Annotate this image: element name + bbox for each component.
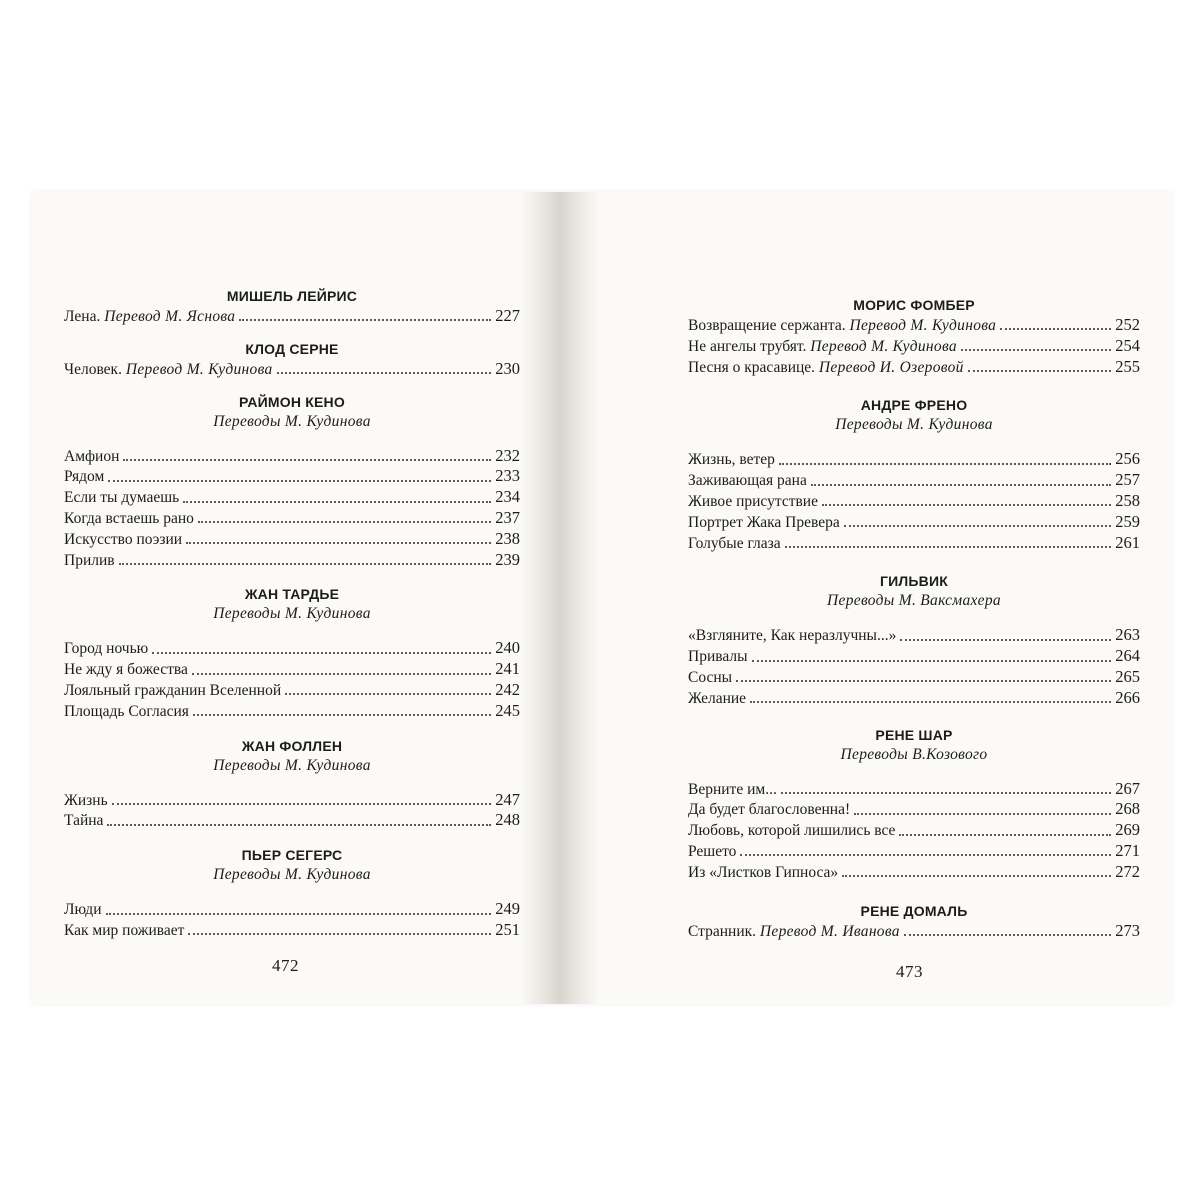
entry-page-number: 266 bbox=[1115, 687, 1140, 707]
dot-leader bbox=[899, 834, 1111, 836]
poem-title: «Взгляните, Как неразлучны...» bbox=[688, 627, 897, 645]
poem-title: Лена. bbox=[64, 308, 101, 325]
entry-page-number: 238 bbox=[495, 528, 520, 548]
entry-translator: Перевод М. Яснова bbox=[104, 308, 236, 325]
toc-section bbox=[688, 901, 1140, 942]
translator-subtitle: Переводы В.Козового bbox=[840, 745, 988, 763]
dot-leader bbox=[811, 484, 1111, 486]
author-heading: РЕНЕ ДОМАЛЬ bbox=[860, 902, 968, 919]
author-heading: АНДРЕ ФРЕНО bbox=[860, 397, 968, 414]
entry-page-number: 252 bbox=[1115, 315, 1140, 334]
entry-title bbox=[688, 626, 896, 647]
toc-entry[interactable] bbox=[688, 646, 1140, 667]
poem-title: Не ангелы трубят. bbox=[688, 337, 807, 355]
dot-leader bbox=[112, 803, 492, 805]
entry-page-number: 254 bbox=[1115, 335, 1140, 355]
right-page bbox=[688, 0, 1140, 1200]
entry-page-number: 242 bbox=[495, 679, 520, 699]
dot-leader bbox=[854, 813, 1111, 815]
entry-title bbox=[688, 316, 996, 337]
book-gutter bbox=[520, 192, 600, 1004]
toc-entry[interactable] bbox=[688, 820, 1140, 841]
entry-page-number: 263 bbox=[1115, 625, 1140, 645]
poem-title: Странник. bbox=[688, 922, 757, 940]
poem-title: Лояльный гражданин Вселенной bbox=[64, 681, 282, 699]
poem-title: Город ночью bbox=[64, 640, 149, 658]
translator-subtitle: Переводы М. Кудинова bbox=[213, 866, 371, 884]
dot-leader bbox=[900, 639, 1111, 641]
toc-entry[interactable] bbox=[64, 810, 520, 831]
toc-section bbox=[64, 584, 520, 721]
entry-title bbox=[688, 450, 775, 471]
entry-title bbox=[64, 811, 103, 832]
author-heading: ЖАН ФОЛЛЕН bbox=[241, 737, 343, 754]
entry-page-number: 230 bbox=[495, 358, 520, 378]
author-heading: ГИЛЬВИК bbox=[879, 573, 948, 590]
toc-entry[interactable] bbox=[688, 336, 1140, 357]
dot-leader bbox=[108, 480, 491, 482]
toc-section bbox=[64, 339, 520, 380]
toc-entry[interactable] bbox=[688, 315, 1140, 336]
poem-title: Искусство поэзии bbox=[64, 530, 183, 548]
dot-leader bbox=[1000, 328, 1111, 330]
toc-entry[interactable] bbox=[688, 799, 1140, 820]
toc-entry[interactable] bbox=[688, 470, 1140, 491]
entry-title bbox=[64, 702, 189, 723]
entry-page-number: 256 bbox=[1115, 449, 1140, 469]
poem-title: Люди bbox=[64, 901, 102, 919]
entry-page-number: 267 bbox=[1115, 778, 1140, 798]
toc-entry[interactable] bbox=[64, 790, 520, 811]
entry-page-number: 255 bbox=[1115, 356, 1140, 376]
dot-leader bbox=[123, 459, 491, 461]
dot-leader bbox=[285, 693, 491, 695]
toc-entry[interactable] bbox=[688, 667, 1140, 688]
entry-page-number: 271 bbox=[1115, 840, 1140, 860]
entry-title bbox=[688, 647, 748, 668]
entry-page-number: 239 bbox=[495, 549, 520, 569]
poem-title: Жизнь, ветер bbox=[688, 451, 775, 469]
toc-section bbox=[688, 725, 1140, 883]
dot-leader bbox=[106, 913, 492, 915]
entry-translator: Перевод М. Иванова bbox=[759, 922, 900, 940]
author-heading: МИШЕЛЬ ЛЕЙРИС bbox=[226, 288, 358, 304]
poem-title: Сосны bbox=[688, 668, 733, 686]
toc-entry[interactable] bbox=[64, 466, 520, 487]
poem-title: Песня о красавице. bbox=[688, 358, 816, 376]
entry-title bbox=[688, 800, 850, 821]
entry-page-number: 227 bbox=[495, 306, 520, 325]
poem-title: Прилив bbox=[64, 551, 115, 569]
page-number-right: 473 bbox=[896, 962, 923, 981]
entry-page-number: 272 bbox=[1115, 861, 1140, 881]
author-heading: РЕНЕ ШАР bbox=[875, 726, 953, 743]
entry-page-number: 248 bbox=[495, 810, 520, 830]
toc-section bbox=[64, 736, 520, 832]
toc-section bbox=[64, 845, 520, 941]
poem-title: Как мир поживает bbox=[64, 921, 185, 939]
toc-entry[interactable] bbox=[688, 688, 1140, 709]
entry-page-number: 234 bbox=[495, 487, 520, 507]
toc-entry[interactable] bbox=[64, 508, 520, 529]
toc-entry[interactable] bbox=[64, 487, 520, 508]
dot-leader bbox=[107, 824, 491, 826]
entry-title bbox=[688, 922, 900, 943]
toc-section bbox=[688, 295, 1140, 377]
poem-title: Решето bbox=[688, 842, 737, 860]
entry-page-number: 265 bbox=[1115, 666, 1140, 686]
toc-entry[interactable] bbox=[64, 659, 520, 680]
entry-page-number: 247 bbox=[495, 789, 520, 809]
poem-title: Любовь, которой лишились все bbox=[688, 822, 896, 840]
toc-entry[interactable] bbox=[688, 357, 1140, 378]
entry-page-number: 241 bbox=[495, 659, 520, 679]
toc-section bbox=[688, 571, 1140, 708]
entry-title bbox=[64, 791, 108, 812]
entry-title bbox=[64, 900, 102, 921]
entry-title bbox=[64, 551, 115, 572]
poem-title: Когда встаешь рано bbox=[64, 509, 194, 527]
dot-leader bbox=[183, 501, 491, 503]
entry-translator: Перевод И. Озеровой bbox=[818, 358, 964, 376]
poem-title: Из «Листков Гипноса» bbox=[688, 863, 839, 881]
toc-entry[interactable] bbox=[64, 359, 520, 380]
dot-leader bbox=[198, 521, 491, 523]
poem-title: Привалы bbox=[688, 648, 748, 666]
entry-title bbox=[688, 492, 818, 513]
translator-subtitle: Переводы М. Кудинова bbox=[835, 416, 993, 434]
poem-title: Заживающая рана bbox=[688, 472, 807, 490]
entry-page-number: 240 bbox=[495, 638, 520, 658]
poem-title: Верните им... bbox=[688, 780, 777, 798]
poem-title: Тайна bbox=[64, 812, 104, 830]
entry-title bbox=[64, 639, 148, 660]
entry-page-number: 233 bbox=[495, 466, 520, 486]
entry-translator: Перевод М. Кудинова bbox=[849, 317, 997, 334]
dot-leader bbox=[750, 701, 1111, 703]
dot-leader bbox=[968, 370, 1112, 372]
entry-title bbox=[688, 842, 736, 863]
toc-entry[interactable] bbox=[688, 533, 1140, 554]
translator-subtitle: Переводы М. Кудинова bbox=[213, 605, 371, 623]
author-heading: ПЬЕР СЕГЕРС bbox=[241, 847, 343, 864]
entry-page-number: 269 bbox=[1115, 820, 1140, 840]
dot-leader bbox=[152, 652, 491, 654]
page-number-left: 472 bbox=[272, 956, 299, 975]
poem-title: Желание bbox=[688, 689, 747, 707]
poem-title: Жизнь bbox=[64, 791, 108, 809]
dot-leader bbox=[961, 349, 1111, 351]
entry-page-number: 237 bbox=[495, 507, 520, 527]
entry-title bbox=[688, 863, 838, 884]
entry-title bbox=[64, 360, 273, 381]
toc-entry[interactable] bbox=[64, 899, 520, 920]
entry-page-number: 273 bbox=[1115, 920, 1140, 940]
entry-title bbox=[688, 513, 840, 534]
poem-title: Рядом bbox=[64, 468, 105, 486]
entry-title bbox=[64, 921, 184, 942]
translator-subtitle: Переводы М. Кудинова bbox=[213, 412, 371, 430]
entry-title bbox=[688, 358, 964, 379]
entry-page-number: 259 bbox=[1115, 511, 1140, 531]
poem-title: Человек. bbox=[64, 360, 122, 378]
dot-leader bbox=[842, 875, 1111, 877]
translator-subtitle: Переводы М. Кудинова bbox=[213, 756, 371, 774]
dot-leader bbox=[781, 792, 1111, 794]
poem-title: Да будет благословенна! bbox=[688, 801, 851, 819]
toc-section bbox=[64, 392, 520, 571]
poem-title: Не жду я божества bbox=[64, 661, 188, 679]
entry-title bbox=[688, 668, 732, 689]
poem-title: Амфион bbox=[64, 447, 120, 465]
entry-page-number: 232 bbox=[495, 445, 520, 465]
dot-leader bbox=[740, 854, 1111, 856]
toc-entry[interactable] bbox=[64, 920, 520, 941]
entry-title bbox=[64, 307, 235, 328]
entry-title bbox=[64, 488, 179, 509]
poem-title: Живое присутствие bbox=[688, 492, 818, 510]
toc-entry[interactable] bbox=[64, 701, 520, 722]
translator-subtitle: Переводы М. Ваксмахера bbox=[827, 592, 1001, 610]
entry-title bbox=[64, 447, 119, 468]
entry-page-number: 249 bbox=[495, 899, 520, 919]
toc-entry[interactable] bbox=[64, 638, 520, 659]
toc-entry[interactable] bbox=[64, 550, 520, 571]
poem-title: Голубые глаза bbox=[688, 534, 781, 552]
toc-entry[interactable] bbox=[64, 306, 520, 327]
dot-leader bbox=[277, 372, 492, 374]
entry-title bbox=[688, 337, 957, 358]
dot-leader bbox=[779, 463, 1111, 465]
dot-leader bbox=[188, 933, 491, 935]
entry-title bbox=[64, 681, 281, 702]
entry-page-number: 261 bbox=[1115, 532, 1140, 552]
dot-leader bbox=[785, 546, 1112, 548]
toc-entry[interactable] bbox=[688, 491, 1140, 512]
toc-entry[interactable] bbox=[688, 779, 1140, 800]
dot-leader bbox=[844, 525, 1112, 527]
author-heading: РАЙМОН КЕНО bbox=[239, 393, 345, 410]
toc-entry[interactable] bbox=[688, 841, 1140, 862]
dot-leader bbox=[192, 673, 491, 675]
toc-entry[interactable] bbox=[64, 446, 520, 467]
entry-translator: Перевод М. Кудинова bbox=[125, 360, 273, 378]
toc-section bbox=[64, 286, 520, 327]
dot-leader bbox=[752, 660, 1112, 662]
entry-title bbox=[688, 471, 807, 492]
toc-entry[interactable] bbox=[688, 625, 1140, 646]
left-page bbox=[64, 0, 520, 1200]
entry-title bbox=[64, 660, 188, 681]
entry-page-number: 251 bbox=[495, 919, 520, 939]
author-heading: ЖАН ТАРДЬЕ bbox=[244, 586, 340, 603]
entry-title bbox=[688, 821, 895, 842]
poem-title: Портрет Жака Превера bbox=[688, 513, 840, 531]
entry-page-number: 257 bbox=[1115, 470, 1140, 490]
dot-leader bbox=[239, 319, 491, 321]
entry-title bbox=[688, 534, 781, 555]
dot-leader bbox=[119, 563, 492, 565]
poem-title: Возвращение сержанта. bbox=[688, 317, 846, 334]
toc-entry[interactable] bbox=[64, 680, 520, 701]
dot-leader bbox=[186, 542, 491, 544]
entry-page-number: 264 bbox=[1115, 646, 1140, 666]
entry-page-number: 268 bbox=[1115, 799, 1140, 819]
entry-page-number: 245 bbox=[495, 700, 520, 720]
poem-title: Если ты думаешь bbox=[64, 489, 180, 507]
entry-title bbox=[64, 530, 182, 551]
toc-entry[interactable] bbox=[688, 862, 1140, 883]
author-heading: КЛОД СЕРНЕ bbox=[245, 340, 339, 357]
dot-leader bbox=[736, 680, 1111, 682]
dot-leader bbox=[822, 504, 1111, 506]
dot-leader bbox=[904, 934, 1111, 936]
entry-title bbox=[688, 689, 746, 710]
entry-title bbox=[64, 467, 104, 488]
entry-title bbox=[64, 509, 194, 530]
entry-translator: Перевод М. Кудинова bbox=[810, 337, 957, 355]
entry-title bbox=[688, 780, 777, 801]
toc-entry[interactable] bbox=[688, 512, 1140, 533]
toc-entry[interactable] bbox=[64, 529, 520, 550]
author-heading: МОРИС ФОМБЕР bbox=[853, 297, 975, 313]
toc-entry[interactable] bbox=[688, 921, 1140, 942]
toc-section bbox=[688, 395, 1140, 553]
poem-title: Площадь Согласия bbox=[64, 702, 189, 720]
entry-page-number: 258 bbox=[1115, 490, 1140, 510]
toc-entry[interactable] bbox=[688, 449, 1140, 470]
dot-leader bbox=[193, 714, 491, 716]
